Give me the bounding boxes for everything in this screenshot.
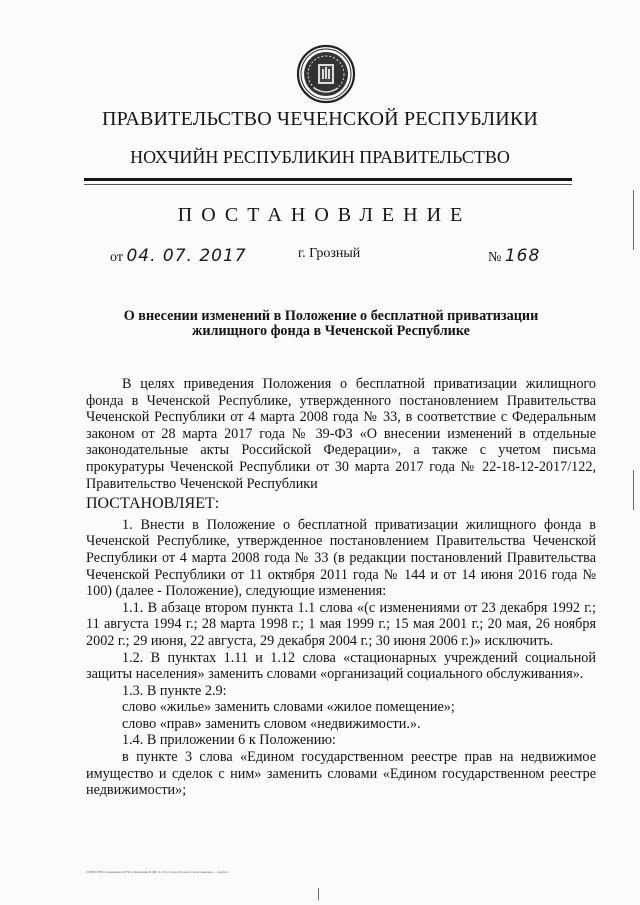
paragraph-1-3-b: слово «прав» заменить словом «недвижимости.». [122,715,421,732]
header-divider-thick [84,178,572,181]
decree-heading: ПОСТАНОВЛЕНИЕ [177,204,472,226]
decree-subject [96,309,566,339]
coat-of-arms-emblem [296,44,356,104]
paragraph-1: 1. Внести в Положение о бесплатной приватизации жилищного фонда в Чеченской Республике, утвержденное постановлением Правительства Чеченской Республики от 4 марта 2008 года № 33 (в редакции постановлений Правительства Чеченской Республики от 11 октября 2011 года № 144 и от 14 июня 2016 года № 100) (далее - Положение), следующие изменения: [86,516,596,600]
decree-body [86,376,596,799]
scan-edge-mark [633,190,634,250]
number-prefix: № [488,250,502,265]
paragraph-1-1: 1.1. В абзаце втором пункта 1.1 слова «(с изменениями от 23 декабря 1992 г.; 11 августа 1994 г.; 28 марта 1998 г.; 1 мая 1999 г.; 15 мая 2001 г.; 20 мая, 26 ноября 2002 г.; 29 июня, 22 августа, 29 декабря 2004 г.; 30 июня 2006 г.)» исключить. [86,599,596,649]
decree-number [488,246,540,266]
header-divider-thin [84,184,572,185]
subject-line-1: О внесении изменений в Положение о бесплатной приватизации [123,308,539,324]
scan-edge-mark [633,470,634,510]
government-title-ce: НОХЧИЙН РЕСПУБЛИКИН ПРАВИТЕЛЬСТВО [130,147,510,167]
paragraph-1-2: 1.2. В пунктах 1.11 и 1.12 слова «стационарных учреждений социальной защиты населения» заменить словами «организаций социального обслуживания». [86,649,596,683]
paragraph-1-4: 1.4. В приложении 6 к Положению: [122,732,336,749]
paragraph-1-3: 1.3. В пункте 2.9: [122,682,227,699]
paragraph-1-3-a: слово «жилье» заменить словами «жилое помещение»; [122,699,455,716]
government-title-ru: ПРАВИТЕЛЬСТВО ЧЕЧЕНСКОЙ РЕСПУБЛИКИ [101,108,539,130]
date-prefix: от [110,250,123,265]
subject-line-2: жилищного фонда в Чеченской Республике [192,323,470,339]
paragraph-1-4-a: в пункте 3 слова «Едином государственном реестре прав на недвижимое имущество и сделок с ним» заменить словами «Едином государственном реестре недвижимости»; [86,749,596,799]
date-handwritten: 04. 07. 2017 [126,246,247,266]
scan-edge-mark [318,888,319,900]
decree-city: г. Грозный [298,246,361,261]
decree-date [110,246,247,266]
resolves-heading: ПОСТАНОВЛЯЕТ: [86,495,220,513]
file-path-footer: Z:\РЕЕСТР\Постановления 2017\Постановление №168, 11-17 пост.доп к Полож.об беспл.прив.жил. — ред.docx [86,870,229,874]
intro-paragraph: В целях приведения Положения о бесплатной приватизации жилищного фонда в Чеченской Республике, утвержденного постановлением Правительства Чеченской Республики от 4 марта 2008 года № 33, в соответствие с Федеральным законом от 28 марта 2017 года № 39-ФЗ «О внесении изменений в отдельные законодательные акты Российской Федерации», а также с учетом письма прокуратуры Чеченской Республики от 30 марта 2017 года № 22-18-12-2017/122, Правительство Чеченской Республики [86,376,596,492]
number-handwritten: 168 [504,246,541,266]
